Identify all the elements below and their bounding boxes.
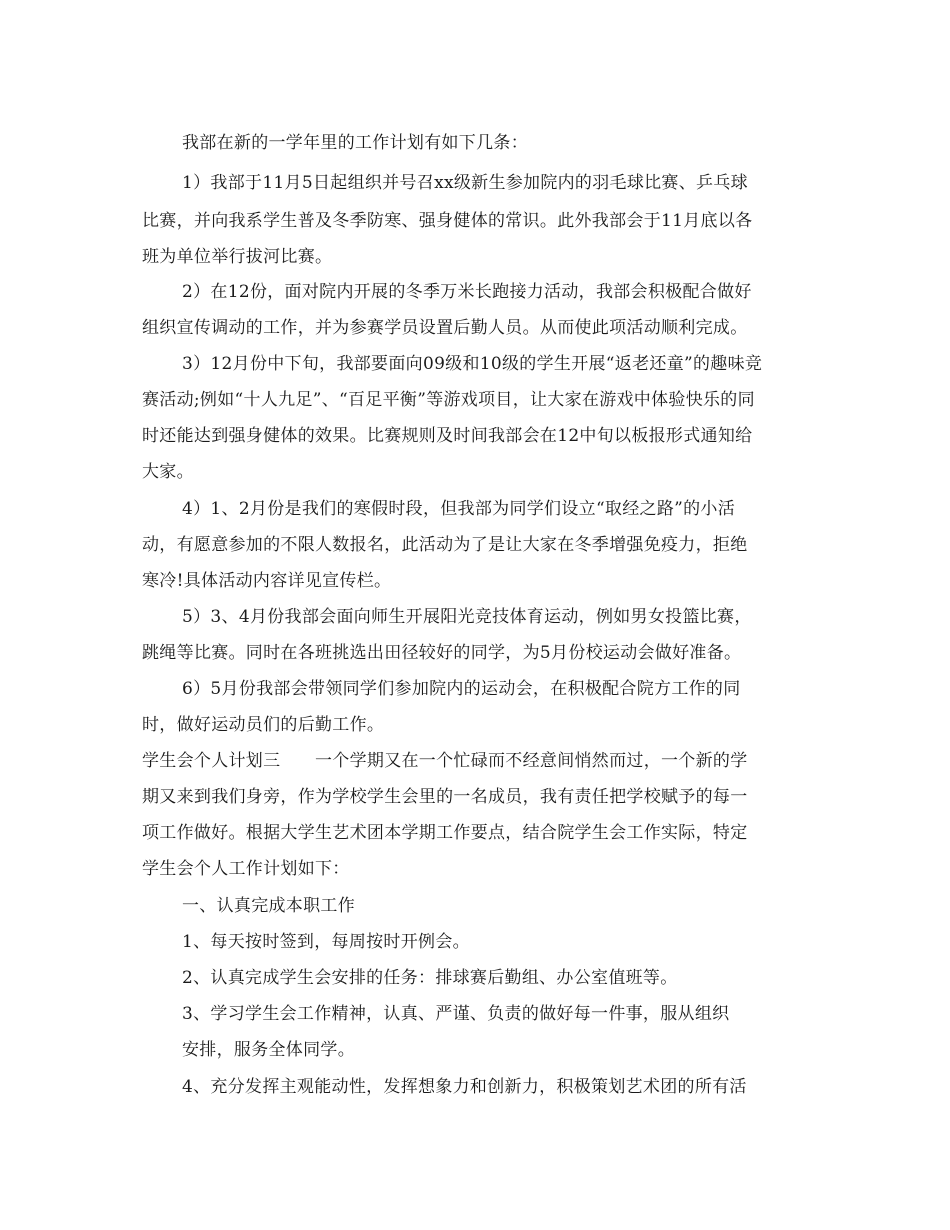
duty-1: 1、每天按时签到，每周按时开例会。	[182, 932, 470, 952]
plan-three-line-4: 学生会个人工作计划如下：	[142, 859, 350, 879]
item-1-line-3: 班为单位举行拔河比赛。	[142, 247, 333, 267]
item-5-line-2: 跳绳等比赛。同时在各班挑选出田径较好的同学，为5月份校运动会做好准备。	[142, 643, 742, 663]
plan-three-line-2: 期又来到我们身旁，作为学校学生会里的一名成员，我有责任把学校赋予的每一	[142, 787, 748, 807]
item-4-line-2: 动，有愿意参加的不限人数报名，此活动为了是让大家在冬季增强免疫力，拒绝	[142, 535, 748, 555]
item-1-line-1: 1）我部于11月5日起组织并号召xx级新生参加院内的羽毛球比赛、乒乓球	[182, 173, 748, 193]
item-4-line-3: 寒冷!具体活动内容详见宣传栏。	[142, 571, 392, 591]
plan-three-line-1: 学生会个人计划三 一个学期又在一个忙碌而不经意间悄然而过，一个新的学	[142, 751, 748, 771]
duty-2: 2、认真完成学生会安排的任务：排球赛后勤组、办公室值班等。	[182, 968, 678, 988]
duty-4-line-1: 4、充分发挥主观能动性，发挥想象力和创新力，积极策划艺术团的所有活	[182, 1077, 747, 1097]
item-2-line-2: 组织宣传调动的工作，并为参赛学员设置后勤人员。从而使此项活动顺利完成。	[142, 318, 748, 338]
duty-3-line-2: 安排，服务全体同学。	[182, 1040, 355, 1060]
item-3-line-1: 3）12月份中下旬，我部要面向09级和10级的学生开展“返老还童”的趣味竞	[182, 354, 763, 374]
item-6-line-2: 时，做好运动员们的后勤工作。	[142, 715, 385, 735]
item-3-line-3: 时还能达到强身健体的效果。比赛规则及时间我部会在12中旬以板报形式通知给	[142, 426, 753, 446]
plan-three-line-3: 项工作做好。根据大学生艺术团本学期工作要点，结合院学生会工作实际，特定	[142, 823, 748, 843]
item-3-line-4: 大家。	[142, 462, 194, 482]
item-3-line-2: 赛活动;例如“十人九足”、“百足平衡”等游戏项目，让大家在游戏中体验快乐的同	[142, 390, 755, 410]
intro-line: 我部在新的一学年里的工作计划有如下几条：	[182, 133, 528, 153]
duty-3-line-1: 3、学习学生会工作精神，认真、严谨、负责的做好每一件事，服从组织	[182, 1004, 730, 1024]
item-2-line-1: 2）在12份，面对院内开展的冬季万米长跑接力活动，我部会积极配合做好	[182, 282, 752, 302]
item-1-line-2: 比赛，并向我系学生普及冬季防寒、强身健体的常识。此外我部会于11月底以各	[142, 211, 753, 231]
item-6-line-1: 6）5月份我部会带领同学们参加院内的运动会，在积极配合院方工作的同	[182, 679, 741, 699]
item-5-line-1: 5）3、4月份我部会面向师生开展阳光竞技体育运动，例如男女投篮比赛，	[182, 607, 752, 627]
section-heading: 一、认真完成本职工作	[182, 896, 355, 916]
item-4-line-1: 4）1、2月份是我们的寒假时段，但我部为同学们设立“取经之路”的小活	[182, 499, 736, 519]
